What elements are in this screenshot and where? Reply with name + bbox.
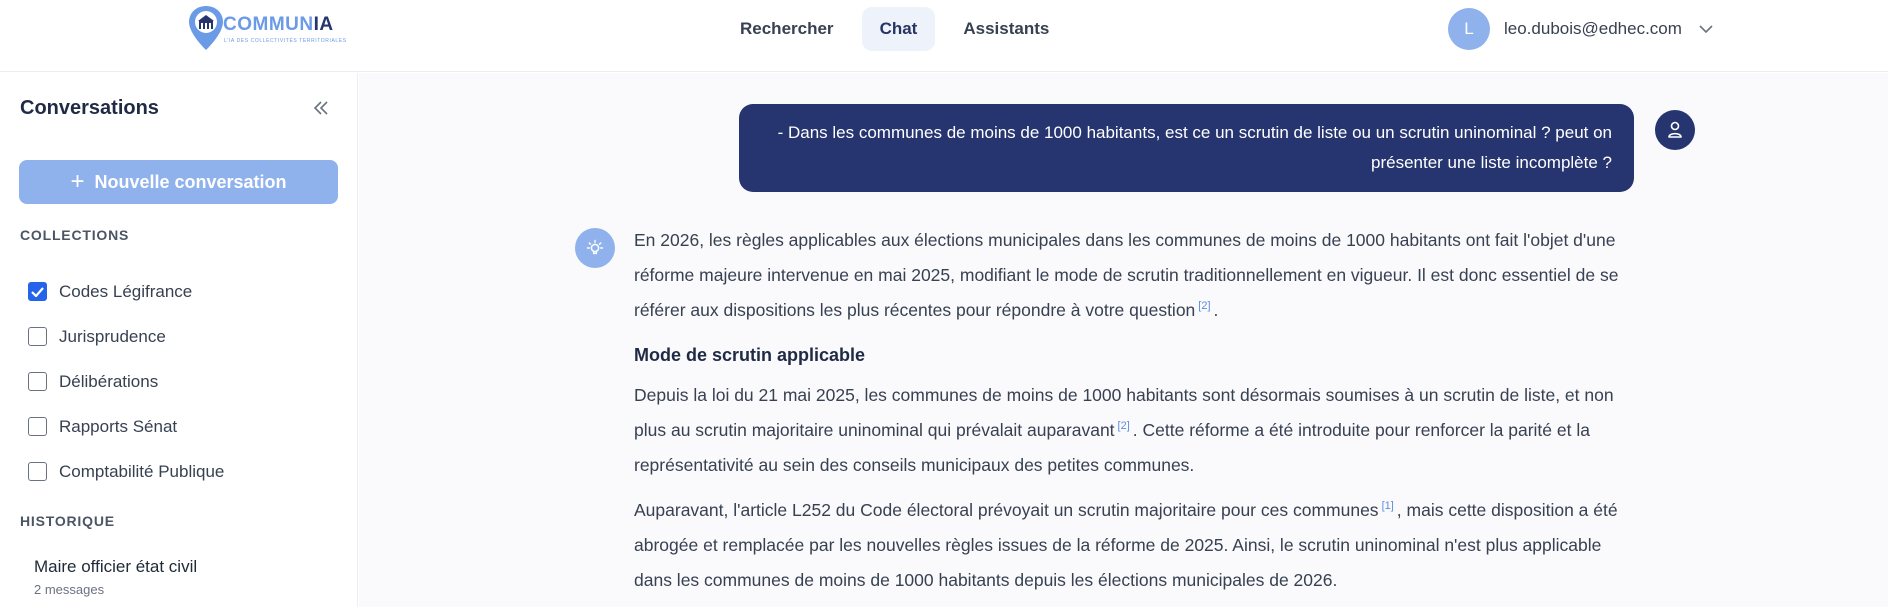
citation-link[interactable]: [2]	[1198, 300, 1211, 313]
history-heading: HISTORIQUE	[20, 513, 115, 529]
checkbox[interactable]	[28, 417, 47, 436]
top-header	[0, 0, 1888, 72]
answer-text: En 2026, les règles applicables aux élections municipales dans les communes de moins de 1000 habitants ont fait l'objet d'une réforme majeure intervenue en mai 2025, modifiant le mode de scrutin traditionnellement en vigueur. Il est donc essentiel de se référer aux dispositions les plus récentes pour répondre à votre question	[634, 230, 1619, 320]
collection-comptabilite-publique[interactable]	[28, 449, 224, 494]
sidebar-title: Conversations	[20, 97, 159, 119]
collection-label: Délibérations	[59, 371, 159, 391]
collection-label: Rapports Sénat	[59, 416, 178, 436]
answer-heading: Mode de scrutin applicable	[634, 345, 866, 365]
nav-rechercher[interactable]: Rechercher	[740, 19, 834, 38]
nav-chat[interactable]: Chat	[862, 7, 936, 51]
answer-text: .	[1213, 300, 1219, 320]
user-message-line: présenter une liste incomplète ?	[1371, 153, 1612, 172]
answer-paragraph	[634, 378, 1642, 483]
collection-label: Jurisprudence	[59, 326, 166, 346]
logo-wordmark: COMMUNIA	[223, 14, 334, 35]
collections-heading: COLLECTIONS	[20, 227, 130, 243]
checkbox[interactable]	[28, 462, 47, 481]
answer-text: Auparavant, l'article L252 du Code électoral prévoyait un scrutin majoritaire pour ces communes	[634, 500, 1379, 520]
user-menu[interactable]	[1448, 8, 1714, 50]
citation-link[interactable]: [2]	[1117, 420, 1130, 433]
user-email[interactable]: leo.dubois@edhec.com	[1504, 19, 1682, 38]
collections-list	[28, 269, 224, 494]
plus-icon: +	[70, 168, 85, 195]
assistant-answer	[634, 223, 1642, 607]
conversations-sidebar	[0, 73, 358, 607]
history-item-count: 2 messages	[34, 582, 105, 597]
map-pin-townhall-icon	[186, 4, 226, 52]
history-item[interactable]	[34, 557, 197, 597]
collection-jurisprudence[interactable]	[28, 314, 224, 359]
checkbox-checked[interactable]	[28, 282, 47, 301]
new-conversation-button[interactable]	[19, 160, 338, 204]
answer-text: Depuis la loi du 21 mai 2025, les communes de moins de 1000 habitants sont désormais soumises à un scrutin de liste, et non plus au scrutin majoritaire uninominal qui prévalait auparavant	[634, 385, 1614, 440]
answer-text: , mais cette disposition a été abrogée et remplacée par les nouvelles règles issues de la réforme de 2025. Ainsi, le scrutin uninominal n'est plus applicable dans les communes de moins de 1000 habitants depuis les élections municipales de 2026.	[634, 500, 1618, 590]
double-chevron-left-icon[interactable]	[310, 97, 332, 119]
collection-deliberations[interactable]	[28, 359, 224, 404]
citation-link[interactable]: [1]	[1381, 500, 1394, 513]
answer-paragraph	[634, 223, 1642, 328]
user-message-line: - Dans les communes de moins de 1000 habitants, est ce un scrutin de liste ou un scrutin uninominal ? peut on	[777, 123, 1612, 142]
user-message-bubble	[739, 104, 1634, 192]
logo-tagline: L'IA DES COLLECTIVITÉS TERRITORIALES	[224, 38, 347, 44]
user-icon	[1655, 110, 1695, 150]
check-icon	[31, 287, 44, 297]
answer-paragraph	[634, 493, 1642, 598]
history-item-title: Maire officier état civil	[34, 557, 198, 576]
nav-assistants[interactable]: Assistants	[963, 19, 1050, 38]
chat-panel	[359, 73, 1888, 607]
collection-label: Comptabilité Publique	[59, 461, 225, 481]
collection-rapports-senat[interactable]	[28, 404, 224, 449]
collection-label: Codes Légifrance	[59, 281, 193, 301]
lightbulb-icon	[575, 228, 615, 268]
avatar[interactable]: L	[1448, 8, 1490, 50]
communia-logo[interactable]	[186, 4, 346, 52]
collection-codes-legifrance[interactable]	[28, 269, 224, 314]
checkbox[interactable]	[28, 327, 47, 346]
chevron-down-icon[interactable]	[1698, 21, 1714, 37]
checkbox[interactable]	[28, 372, 47, 391]
main-nav	[722, 7, 1067, 51]
answer-text: . Cette réforme a été introduite pour renforcer la parité et la représentativité au sein des conseils municipaux des petites communes.	[634, 420, 1590, 475]
new-conversation-label: Nouvelle conversation	[94, 171, 287, 192]
